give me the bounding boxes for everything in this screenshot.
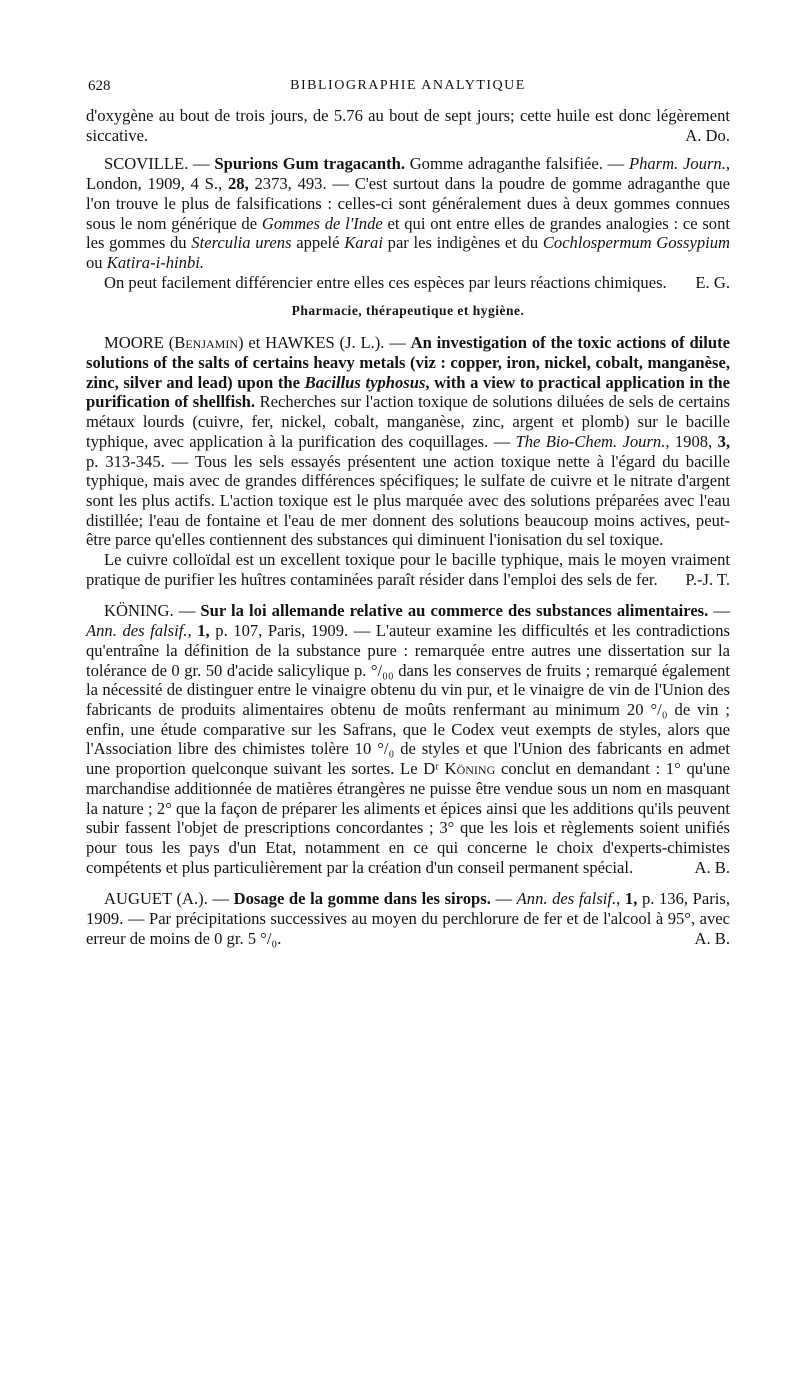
text: Gomme adraganthe falsifiée. —: [409, 154, 625, 174]
entry-title: Dosage de la gomme dans les sirops.: [233, 889, 491, 909]
page-header: [86, 78, 730, 106]
text: , London, 1909, 4 S.,: [86, 154, 730, 194]
volume: 3,: [717, 431, 731, 451]
volume: 28,: [227, 174, 249, 194]
entry-paragraph: [86, 889, 730, 948]
journal-name: Ann. des falsif.: [516, 889, 617, 909]
entry-auguet: [86, 889, 730, 948]
running-title: BIBLIOGRAPHIE ANALYTIQUE: [290, 78, 526, 93]
text: On peut facilement différencier entre elles ces espèces par leurs réactions chimiques.: [104, 272, 667, 292]
entry-koning: [86, 601, 730, 877]
author-name: Köning: [444, 759, 496, 779]
italic-term: Sterculia urens: [191, 233, 292, 253]
intro-paragraph: [86, 106, 730, 145]
text: , 1908,: [665, 431, 713, 451]
italic-term: Gommes de l'Inde: [261, 213, 383, 233]
text: —: [495, 889, 513, 909]
italic-term: Karai: [344, 233, 383, 253]
text: ,: [187, 621, 192, 641]
text: —: [713, 601, 730, 621]
text: 2373, 493. — C'est surtout dans la poudre de gomme adraganthe que l'on trouve le plus de falsifications : celles-ci sont généralement dues à deux gommes connues sous le nom générique de: [86, 174, 731, 233]
entry-scoville: [86, 154, 730, 292]
text: Recherches sur l'action toxique de solutions diluées de sels de certains métaux lourds (cuivre, fer, nickel, cobalt, manganèse, zinc, argent et plomb) sur le bacille typhique, avec application à la purification des coquillages. —: [86, 392, 730, 451]
signature: P.-J. T.: [685, 569, 730, 589]
text: p. 136, Paris, 1909. — Par précipitations successives au moyen du perchlorure de fer et de l'alcool à 95°, avec erreur de moins de 0 gr. 5 °/₀.: [86, 889, 730, 948]
text: ,: [616, 889, 621, 909]
signature: A. B.: [694, 928, 730, 948]
entry-moore: [86, 333, 730, 589]
author: SCOVILLE. —: [104, 154, 210, 174]
entry-paragraph: [86, 273, 730, 293]
text: et qui ont entre elles de grandes analogies : ce sont les gommes du: [86, 213, 730, 253]
journal-name: The Bio-Chem. Journ.: [515, 431, 666, 451]
entry-paragraph: [86, 333, 730, 550]
entry-title: Spurions Gum tragacanth.: [214, 154, 405, 174]
text: par les indigènes et du: [387, 233, 539, 253]
entry-paragraph: [86, 601, 730, 877]
entry-paragraph: [86, 550, 730, 589]
italic-term: Cochlospermum Gossypium: [542, 233, 731, 253]
section-heading: Pharmacie, thérapeutique et hygiène.: [291, 303, 525, 319]
volume: 1,: [624, 889, 638, 909]
volume: 1,: [197, 621, 210, 641]
author: KÖNING. —: [104, 601, 196, 621]
signature: E. G.: [695, 272, 730, 292]
page-number: 628: [88, 78, 111, 94]
signature: A. Do.: [685, 125, 730, 145]
entry-paragraph: [86, 154, 730, 272]
journal-name: Pharm. Journ.: [628, 154, 726, 174]
document-page: [86, 78, 730, 948]
text: p. 107, Paris, 1909. — L'auteur examine les difficultés et les contradictions qu'entraîne la définition de la substance pure : remarquée entre autres une dissertation sur la tolérance de 0 gr. 50 d'acide salicylique p. °/₀₀ dans les conserves de fruits ; remarqué également la nécessité de distinguer entre le vinaigre obtenu du vin pur, et le vinaigre de vin de l'Union des fabricants de produits alimentaires obtenu de moûts renfermant au minimum 20 °/₀ de vin ; enfin, une étude comparative sur les Safrans, que le Codex veut exempts de styles, alors que l'Association libre des chimistes tolère 10 °/₀ de styles et que l'Union des fabricants en admet une proportion quelconque suivant les sortes. Le Dʳ: [86, 621, 730, 779]
journal-name: Ann. des falsif.: [86, 621, 188, 641]
text: conclut en demandant : 1° qu'une marchandise additionnée de matières étrangères ne puisse être vendue sous un nom en masquant la nature ; 2° que la façon de préparer les aliments et épices ainsi que les additions qu'ils peuvent subir fassent l'objet de prescriptions concordantes ; 3° que les lois et règlements soient unifiés pour tous les pays d'un Etat, notamment en ce qui concerne le choix d'experts-chimistes compétents et plus particulièrement par la création d'un conseil permanent spécial.: [86, 759, 730, 877]
italic-term: Katira-i-hinbi.: [106, 252, 205, 272]
text: Le cuivre colloïdal est un excellent toxique pour le bacille typhique, mais le moyen vraiment pratique de purifier les huîtres contaminées paraît résider dans l'emploi des sels de fer.: [86, 550, 730, 589]
author: ) et HAWKES (J. L.). —: [238, 333, 406, 353]
entry-title: , with a view to practical application in the purification of shellfish.: [86, 372, 731, 412]
author: MOORE (: [104, 333, 175, 353]
entry-title: An investigation of the toxic actions of dilute solutions of the salts of certains heavy metals (viz : copper, iron, nickel, cobalt, manganèse, zinc, silver and lead) upon the: [86, 333, 731, 392]
text: p. 313-345. — Tous les sels essayés présentent une action toxique nette à l'égard du bacille typhique, mais avec de grandes différences spécifiques; le sulfate de cuivre et le nitrate d'argent sont les plus actifs. L'action toxique est le plus marquée avec des solutions préparées avec l'eau distillée; l'eau de fontaine et l'eau de mer donnent des solutions beaucoup moins actives, peut-être parce qu'elles contiennent des substances qui diminuent l'ionisation du sel toxique.: [86, 451, 730, 550]
text: appelé: [296, 233, 340, 253]
author: AUGUET (A.). —: [104, 889, 230, 909]
signature: A. B.: [694, 857, 730, 877]
entry-title: Sur la loi allemande relative au commerce des substances alimentaires.: [200, 601, 709, 621]
intro-text: d'oxygène au bout de trois jours, de 5.76 au bout de sept jours; cette huile est donc légèrement siccative.: [86, 106, 730, 145]
text: ou: [86, 252, 103, 272]
author-firstname: Benjamin: [174, 333, 238, 353]
entry-title-italic: Bacillus typhosus: [304, 372, 426, 392]
